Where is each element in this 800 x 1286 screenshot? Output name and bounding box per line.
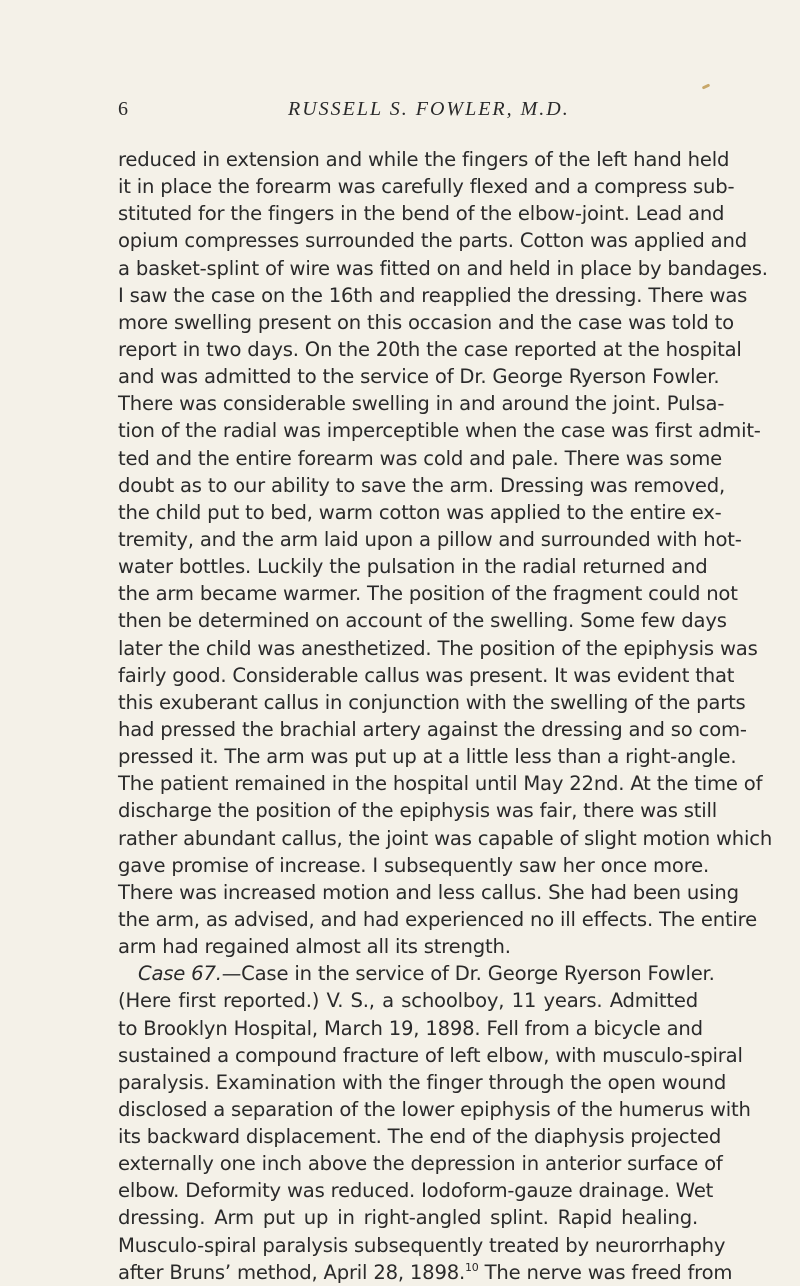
text-line: sustained a compound fracture of left elbow, with musculo-spiral: [118, 1043, 743, 1067]
text-line: doubt as to our ability to save the arm. Dressing was removed,: [118, 473, 725, 497]
text-line: its backward displacement. The end of the diaphysis projected: [118, 1125, 722, 1149]
page-number: 6: [118, 98, 128, 120]
text-line: gave promise of increase. I subsequently saw her once more.: [118, 853, 710, 877]
text-line: stituted for the fingers in the bend of the elbow-joint. Lead and: [118, 202, 725, 226]
final-line-end: The nerve was freed from: [478, 1260, 733, 1284]
case-heading-text: —Case in the service of Dr. George Ryerson Fowler.: [221, 962, 715, 986]
text-line: the child put to bed, warm cotton was applied to the entire ex-: [118, 500, 722, 524]
text-line: opium compresses surrounded the parts. Cotton was applied and: [118, 229, 747, 253]
text-line: externally one inch above the depression in anterior surface of: [118, 1152, 723, 1176]
text-line: I saw the case on the 16th and reapplied the dressing. There was: [118, 283, 748, 307]
case-label: Case 67.: [138, 962, 222, 986]
text-line: tion of the radial was imperceptible when the case was first admit-: [118, 419, 761, 443]
text-line: ted and the entire forearm was cold and pale. There was some: [118, 446, 722, 470]
text-line: reduced in extension and while the fingers of the left hand held: [118, 148, 730, 171]
text-line: (Here first reported.) V. S., a schoolboy, 11 years. Admitted: [118, 989, 698, 1013]
text-line: There was increased motion and less callus. She had been using: [118, 880, 739, 904]
running-title: RUSSELL S. FOWLER, M.D.: [288, 98, 570, 120]
text-line: the arm, as advised, and had experienced no ill effects. The entire: [118, 907, 757, 931]
text-line: and was admitted to the service of Dr. George Ryerson Fowler.: [118, 365, 720, 389]
text-line: the arm became warmer. The position of the fragment could not: [118, 582, 738, 606]
case-heading-line: [118, 960, 715, 987]
body-text: [118, 146, 773, 1286]
text-line: report in two days. On the 20th the case reported at the hospital: [118, 337, 742, 361]
text-line: disclosed a separation of the lower epiphysis of the humerus with: [118, 1097, 751, 1121]
text-line: tremity, and the arm laid upon a pillow and surrounded with hot-: [118, 527, 742, 551]
text-line: dressing. Arm put up in right-angled splint. Rapid healing.: [118, 1206, 698, 1230]
text-line: paralysis. Examination with the finger through the open wound: [118, 1070, 727, 1094]
text-line: this exuberant callus in conjunction with the swelling of the parts: [118, 690, 746, 714]
text-line: elbow. Deformity was reduced. Iodoform-gauze drainage. Wet: [118, 1179, 714, 1203]
text-line: The patient remained in the hospital until May 22nd. At the time of: [118, 772, 763, 796]
text-line: had pressed the brachial artery against the dressing and so com-: [118, 717, 747, 741]
text-line: Musculo-spiral paralysis subsequently treated by neurorrhaphy: [118, 1233, 726, 1257]
final-line: [118, 1259, 733, 1286]
text-line: more swelling present on this occasion and the case was told to: [118, 310, 734, 334]
running-header: [118, 98, 698, 134]
text-line: fairly good. Considerable callus was present. It was evident that: [118, 663, 735, 687]
text-line: arm had regained almost all its strength.: [118, 935, 511, 959]
text-line: There was considerable swelling in and around the joint. Pulsa-: [118, 392, 725, 416]
text-line: rather abundant callus, the joint was capable of slight motion which: [118, 826, 773, 850]
ink-mark: [702, 83, 711, 89]
text-line: it in place the forearm was carefully flexed and a compress sub-: [118, 175, 735, 199]
text-line: to Brooklyn Hospital, March 19, 1898. Fell from a bicycle and: [118, 1016, 703, 1040]
footnote-reference: 10: [465, 1260, 479, 1274]
text-line: discharge the position of the epiphysis was fair, there was still: [118, 799, 717, 823]
text-line: a basket-splint of wire was fitted on and held in place by bandages.: [118, 256, 768, 280]
text-line: later the child was anesthetized. The position of the epiphysis was: [118, 636, 758, 660]
text-line: then be determined on account of the swelling. Some few days: [118, 609, 727, 633]
text-line: pressed it. The arm was put up at a little less than a right-angle.: [118, 745, 737, 769]
text-line: water bottles. Luckily the pulsation in the radial returned and: [118, 555, 708, 579]
final-line-start: after Bruns’ method, April 28, 1898.: [118, 1260, 465, 1284]
